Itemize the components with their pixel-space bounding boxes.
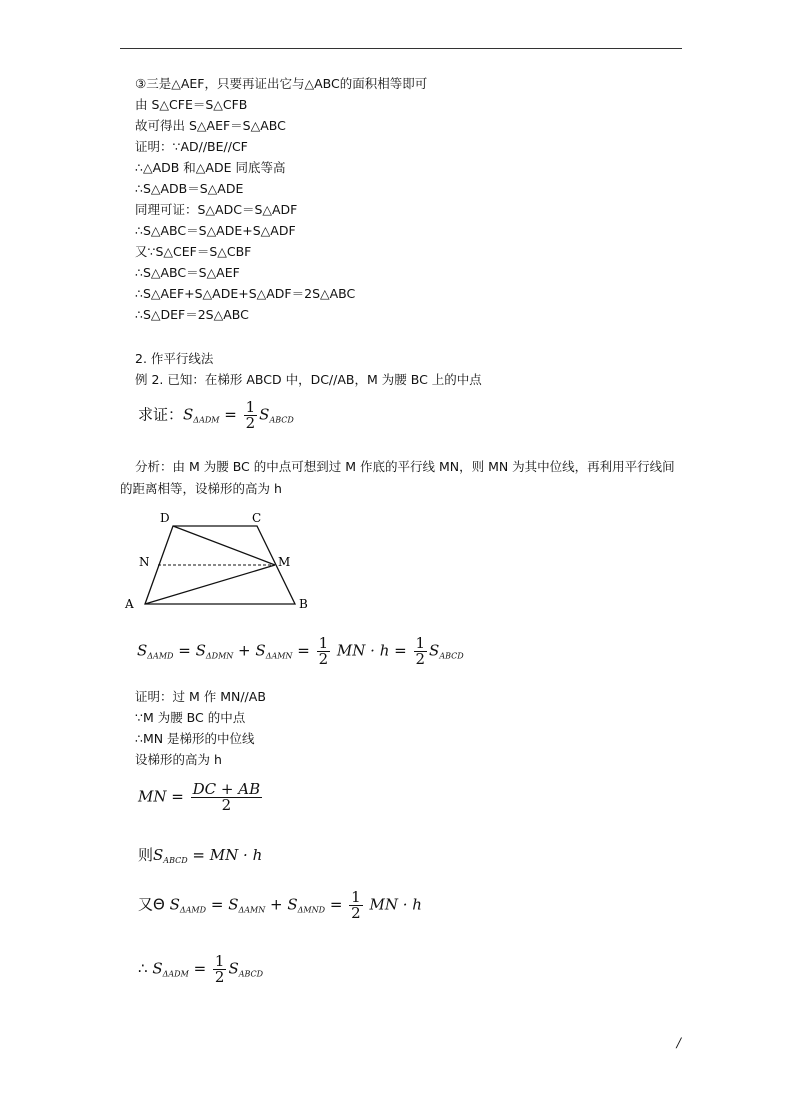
page-number: / xyxy=(676,1036,681,1051)
area-equation-1: $S_{\Delta AMD} = S_{\Delta DMN} + S_{\Delta AMN}$ = $\frac{1}{2}$ MN · h = $\frac{1}{2}$ $S_{ABCD}$ xyxy=(137,634,464,668)
proof1-line-2: 由 S△CFE＝S△CFB xyxy=(135,97,248,112)
proof2-line-1: 证明：过 M 作 MN//AB xyxy=(135,689,266,704)
proof1-line-3: 故可得出 S△AEF＝S△ABC xyxy=(135,118,286,133)
analysis-paragraph: 分析：由 M 为腰 BC 的中点可想到过 M 作底的平行线 MN，则 MN 为其中位线，再利用平行线间的距离相等，设梯形的高为 h xyxy=(120,459,675,496)
section-heading: 2. 作平行线法 xyxy=(135,351,214,366)
proof2-line-2: ∵M 为腰 BC 的中点 xyxy=(135,710,246,725)
trapezoid-figure xyxy=(120,508,320,616)
header-rule xyxy=(120,48,682,49)
proof1-line-4: 证明：∵AD//BE//CF xyxy=(135,139,248,154)
label-b: B xyxy=(299,597,308,611)
proof1-line-5: ∴△ADB 和△ADE 同底等高 xyxy=(135,160,286,175)
label-c: C xyxy=(252,511,262,525)
label-a: A xyxy=(125,597,134,611)
label-m: M xyxy=(278,555,291,569)
example-statement: 例 2. 已知：在梯形 ABCD 中，DC//AB，M 为腰 BC 上的中点 xyxy=(135,372,482,387)
proof1-line-1: ③三是△AEF，只要再证出它与△ABC的面积相等即可 xyxy=(135,76,428,91)
segment-am xyxy=(145,565,275,604)
proof1-line-8: ∴S△ABC＝S△ADE+S△ADF xyxy=(135,223,296,238)
proof1-line-9: 又∵S△CEF＝S△CBF xyxy=(135,244,252,259)
proof1-line-7: 同理可证：S△ADC＝S△ADF xyxy=(135,202,298,217)
midline-equation: MN = $\frac{DC + AB}{2}$ xyxy=(138,780,261,814)
proof2-line-4: 设梯形的高为 h xyxy=(135,752,222,767)
trapezoid-area-equation: 则$S_{ABCD}$ = MN · h xyxy=(138,846,263,865)
prove-label: 求证： xyxy=(138,405,184,424)
proof1-line-10: ∴S△ABC＝S△AEF xyxy=(135,265,240,280)
proof2-line-3: ∴MN 是梯形的中位线 xyxy=(135,731,255,746)
label-d: D xyxy=(160,511,170,525)
label-n: N xyxy=(139,555,150,569)
prove-equation: 求证：$S_{\Delta ADM}$ = $\frac{1}{2}$ $S_{ABCD}$ xyxy=(138,398,294,432)
conclusion-equation: ∴ $S_{\Delta ADM}$ = $\frac{1}{2}$ $S_{ABCD}$ xyxy=(138,952,264,986)
area-equation-2: 又Θ $S_{\Delta AMD} = S_{\Delta AMN} + S_{\Delta MND}$ = $\frac{1}{2}$ MN · h xyxy=(138,888,422,922)
proof1-line-6: ∴S△ADB＝S△ADE xyxy=(135,181,244,196)
proof1-line-11: ∴S△AEF+S△ADE+S△ADF＝2S△ABC xyxy=(135,286,356,301)
proof1-line-12: ∴S△DEF＝2S△ABC xyxy=(135,307,249,322)
fraction-half: $\frac{1}{2}$ xyxy=(245,398,256,432)
